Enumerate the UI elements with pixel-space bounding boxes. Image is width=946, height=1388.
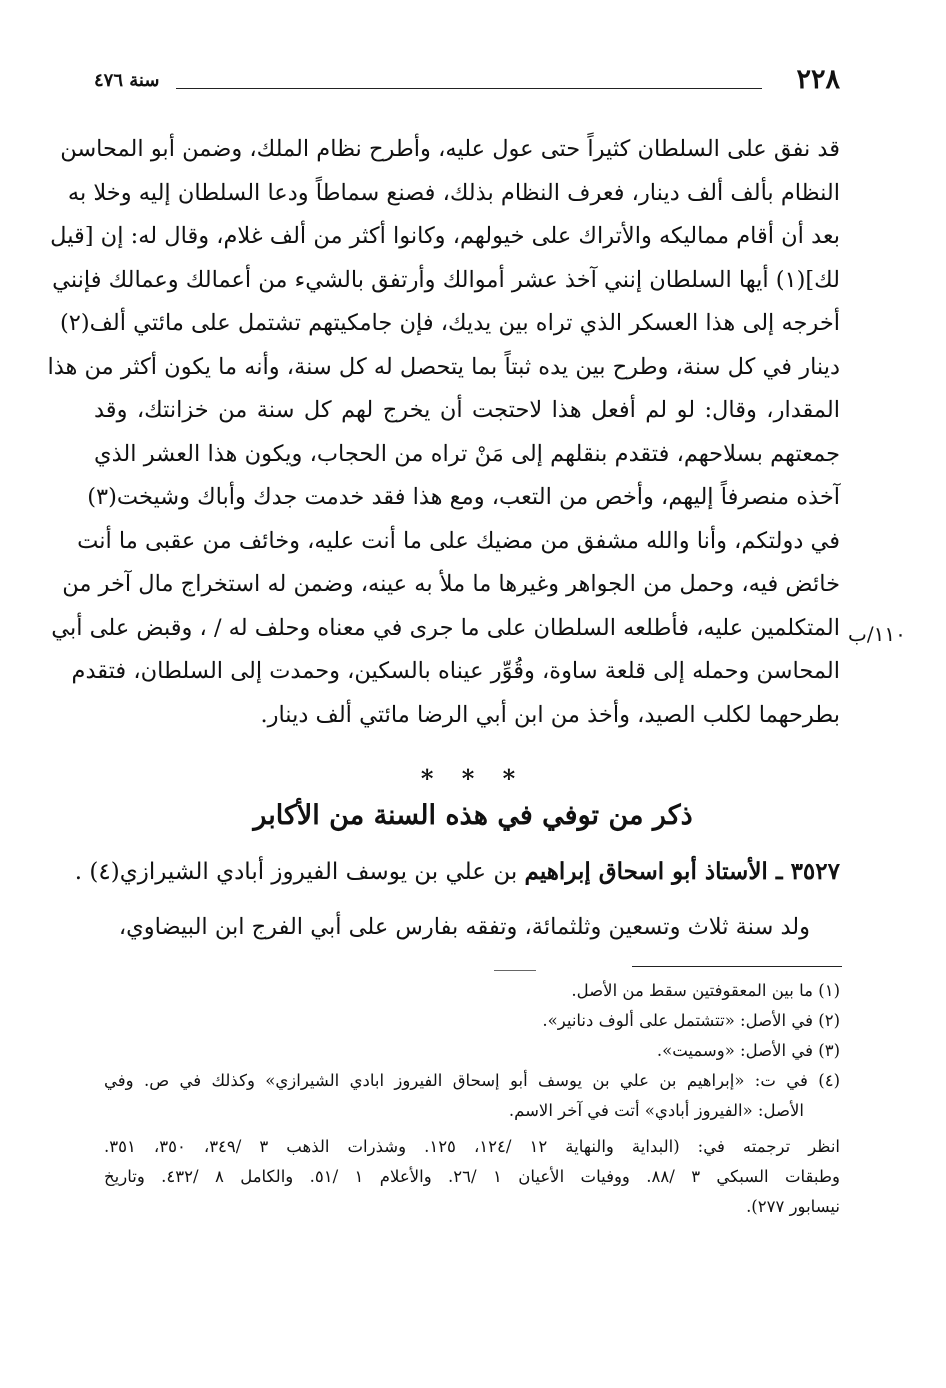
footnote-3: (٣) في الأصل: «وسميت». — [656, 1041, 840, 1060]
text-line: المتكلمين عليه، فأطلعه السلطان على ما جرى في معناه وحلف له / ، وقبض على أبي — [51, 614, 840, 641]
running-header — [94, 64, 840, 104]
footnote-4-sources: انظر ترجمته في: (البداية والنهاية ١٢ /١٢٤، ١٢٥. وشذرات الذهب ٣ /٣٤٩، ٣٥٠، ٣٥١. — [104, 1137, 841, 1156]
text-line: النظام بألف ألف دينار، فعرف النظام بذلك، فصنع سماطاً ودعا السلطان إليه وخلا به — [67, 179, 840, 206]
biography-text: ولد سنة ثلاث وتسعين وثلثمائة، وتفقه بفارس على أبي الفرج ابن البيضاوي، — [118, 914, 810, 940]
text-line: آخذه منصرفاً إليهم، وأخص من التعب، ومع هذا فقد خدمت جدك وأباك وشيخت(٣) — [87, 484, 840, 510]
year-label: سنة ٤٧٦ — [94, 70, 160, 91]
header-rule — [176, 88, 762, 89]
text-line: جمعتهم بسلاحهم، فتقدم بنقلهم إلى مَنْ تراه من الحجاب، ويكون هذا العشر الذي — [94, 440, 840, 467]
text-line: لك](١) أيها السلطان إنني آخذ عشر أموالك وأرتفق بالشيء من أعمالك وعمالك فإنني — [52, 266, 840, 293]
entry-name-rest: بن علي بن يوسف الفيروز أبادي الشيرازي(٤) . — [74, 859, 525, 885]
section-heading: ذكر من توفي في هذه السنة من الأكابر — [253, 800, 693, 831]
footnote-1: (١) ما بين المعقوفتين سقط من الأصل. — [571, 981, 840, 1000]
biography-entry-title — [75, 858, 840, 885]
footnote-4: (٤) في ت: «إبراهيم بن علي بن يوسف أبو إسحاق الفيروز ابادي الشيرازي» وكذلك في ص. وفي — [104, 1071, 840, 1090]
footnote-4-sources: وطبقات السبكي ٣ /٨٨. ووفيات الأعيان ١ /٢٦. والأعلام ١ /٥١. والكامل ٨ /٤٣٢. وتاريخ — [104, 1167, 840, 1186]
footnotes — [104, 976, 840, 1222]
folio-margin-note: ١١٠/ب — [848, 622, 906, 646]
footnote-4-continued: الأصل: «الفيروز أبادي» أتت في آخر الاسم. — [508, 1101, 804, 1120]
footnote-rule — [632, 966, 842, 967]
text-line: قد نفق على السلطان كثيراً حتى عول عليه، وأطرح نظام الملك، وضمن أبو المحاسن — [60, 136, 840, 162]
text-line: في دولتكم، وأنا والله مشفق من مضيك على ما أنت عليه، وخائف من عقبى ما أنت — [77, 527, 840, 554]
section-separator: * * * — [420, 764, 526, 793]
text-line: المحاسن وحمله إلى قلعة ساوة، وقُوِّر عيناه بالسكين، وحمدت إلى السلطان، فتقدم — [71, 658, 840, 684]
footnote-2: (٢) في الأصل: «تتشتمل على ألوف دنانير». — [542, 1011, 840, 1030]
text-line: بعد أن أقام مماليكه والأتراك على خيولهم، وكانوا أكثر من ألف غلام، وقال له: إن [قيل — [50, 223, 840, 249]
text-line: خائض فيه، وحمل من الجواهر وغيرها ما ملأ به عينه، وضمن له استخراج مال آخر من — [62, 571, 840, 597]
text-line: دينار في كل سنة، وطرح بين يده ثبتاً بما يتحصل له كل سنة، وأنه ما يكون أكثر من هذا — [47, 353, 840, 380]
page-number: ٢٢٨ — [796, 64, 840, 95]
entry-number-name: ٣٥٢٧ ـ الأستاذ أبو اسحاق إبراهيم — [524, 858, 840, 885]
text-line: بطرحهما لكلب الصيد، وأخذ من ابن أبي الرضا مائتي ألف دينار. — [260, 701, 840, 728]
main-text — [47, 128, 840, 737]
text-line: المقدار، وقال: لو لم أفعل هذا لاحتجت أن يخرج لهم كل سنة من خزانتك، وقد — [94, 397, 840, 423]
text-line: أخرجه إلى هذا العسكر الذي تراه بين يديك، فإن جامكيتهم تشتمل على مائتي ألف(٢) — [59, 310, 840, 336]
footnote-4-sources: نيسابور ٢٧٧). — [746, 1197, 840, 1216]
footnote-rule-short — [494, 970, 536, 971]
